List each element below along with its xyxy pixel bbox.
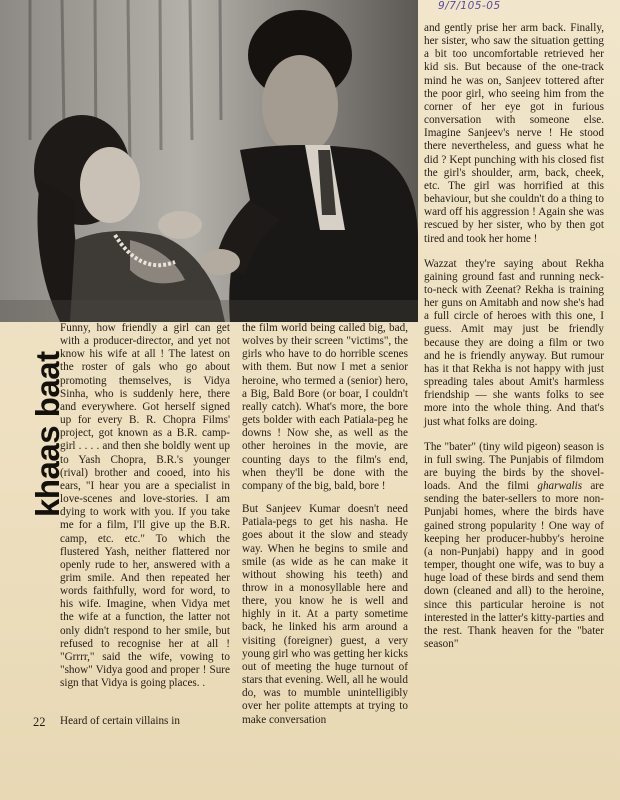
page-number: 22: [33, 715, 46, 729]
right-paragraph-3-a: The "bater" (tiny wild pigeon) season is in full swing. The Punjabis of filmdom are buying the birds by the shovel-loads. And the filmi: [424, 440, 604, 493]
handwritten-note: 9/7/105-05: [438, 0, 501, 12]
right-paragraph-1: and gently prise her arm back. Finally, her sister, who saw the situation getting a bit too uncomfortable retrieved her kid sis. But because of the one-track mind he was on, Sanjeev tottered after the poor girl, who seeing him from the corner of her eye got in furious conversation with someone else. Imagine Sanjeev's nerve ! He stood there nevertheless, and guess what he did ? Kept punching with his closed fist the girl's shoulder, arm, back, cheek, etc. The girl was horrified at this behaviour, but she couldn't do a thing to ward off his aggression ! Again she was rescued by her sister, who by then got tired and took her home !: [424, 22, 604, 245]
right-column: [424, 22, 604, 651]
column-title-text: khaas baat: [29, 351, 66, 517]
column-title: [27, 327, 66, 517]
right-paragraph-3-b: are sending the bater-sellers to more non-Punjabi homes, where the birds have gained strong popularity ! One way of keeping her producer-hubby's heroine (a non-Punjabi) happy and in good temper, thought one wife, was to buy a huge load of these birds and send them down (cleaned and all) to the heroine, since this particular heroine is not interested in the latter's kitty-parties and the rest. Thank heaven for the "bater season": [424, 480, 604, 651]
middle-paragraph-2: But Sanjeev Kumar doesn't need Patiala-pegs to get his nasha. He goes about it the slow and steady way. When he begins to smile and smile (as wide as he can make it without showing his teeth) and throw in a monosyllable here and there, you know he is well and highly in it. At a party sometime back, he linked his arm around a visiting (foreigner) guest, a very young girl who was getting her kicks out of meeting the huge turnout of stars that evening. Well, all he would do, was to mumble unintelligibly over her polite attempts at trying to make conversation: [242, 503, 408, 726]
photo-man-and-woman-icon: [0, 0, 418, 322]
right-paragraph-3-italic: gharwalis: [537, 480, 583, 493]
right-paragraph-3: [424, 441, 604, 652]
left-paragraph-1: Funny, how friendly a girl can get with a producer-director, and yet not know his wife at all ! The latest on the roster of gals who go about promoting themselves, is Vidya Sinha, who is suddenly here, there and everywhere. Got herself signed up for every B. R. Chopra Films' project, got known as a B.R. camp-girl . . . . and then she boldly went up to Yash Chopra, B.R.'s younger (rival) brother and cooed, into his ears, "I hear you are a specialist in love-scenes and love-stories. I am dying to work with you. If you take me for a film, I'll give up the B.R. camp, etc. etc." To which the flustered Yash, neither flattered nor openly rude to her, answered with a grim smile. And then repeated her words faithfully, word for word, to his wife. Imagine, when Vidya met the wife at a function, the latter not only didn't respond to her smile, but refused to recognise her at all ! "Grrrr," said the wife, vowing to "show" Vidya good and proper ! Sure sign that Vidya is going places. .: [60, 322, 230, 690]
middle-column: [242, 322, 408, 727]
right-paragraph-2: Wazzat they're saying about Rekha gaining ground fast and running neck-to-neck with Zeenat? Rekha is training her guns on Amitabh and now she's had a full circle of heroes with this one, I guess. Amit may just be friendly because they are doing a film or two and he is friendly anyway. But rumour has it that Rekha is not happy with just spreading tales about Amit's harmless friendship — she wants folks to see more into the whole thing. And that's just what folks are doing.: [424, 257, 604, 428]
middle-paragraph-1: the film world being called big, bad, wolves by their screen "victims", the girls who have to do horrible scenes with them. But now I met a senior heroine, who termed a (senior) hero, a Big, Bald Bore (or boar, I couldn't really catch). What's more, the bore gets bolder with each Patiala-peg he downs ! Now she, as well as the other heroines in the movie, are counting days to the film's end, when they'll be done with the company of the big, bald, bore !: [242, 322, 408, 492]
photo-illustration: [0, 0, 418, 322]
left-column: [60, 322, 230, 690]
left-footer-text: Heard of certain villains in: [60, 715, 180, 727]
left-column-footer-line: [60, 715, 230, 728]
